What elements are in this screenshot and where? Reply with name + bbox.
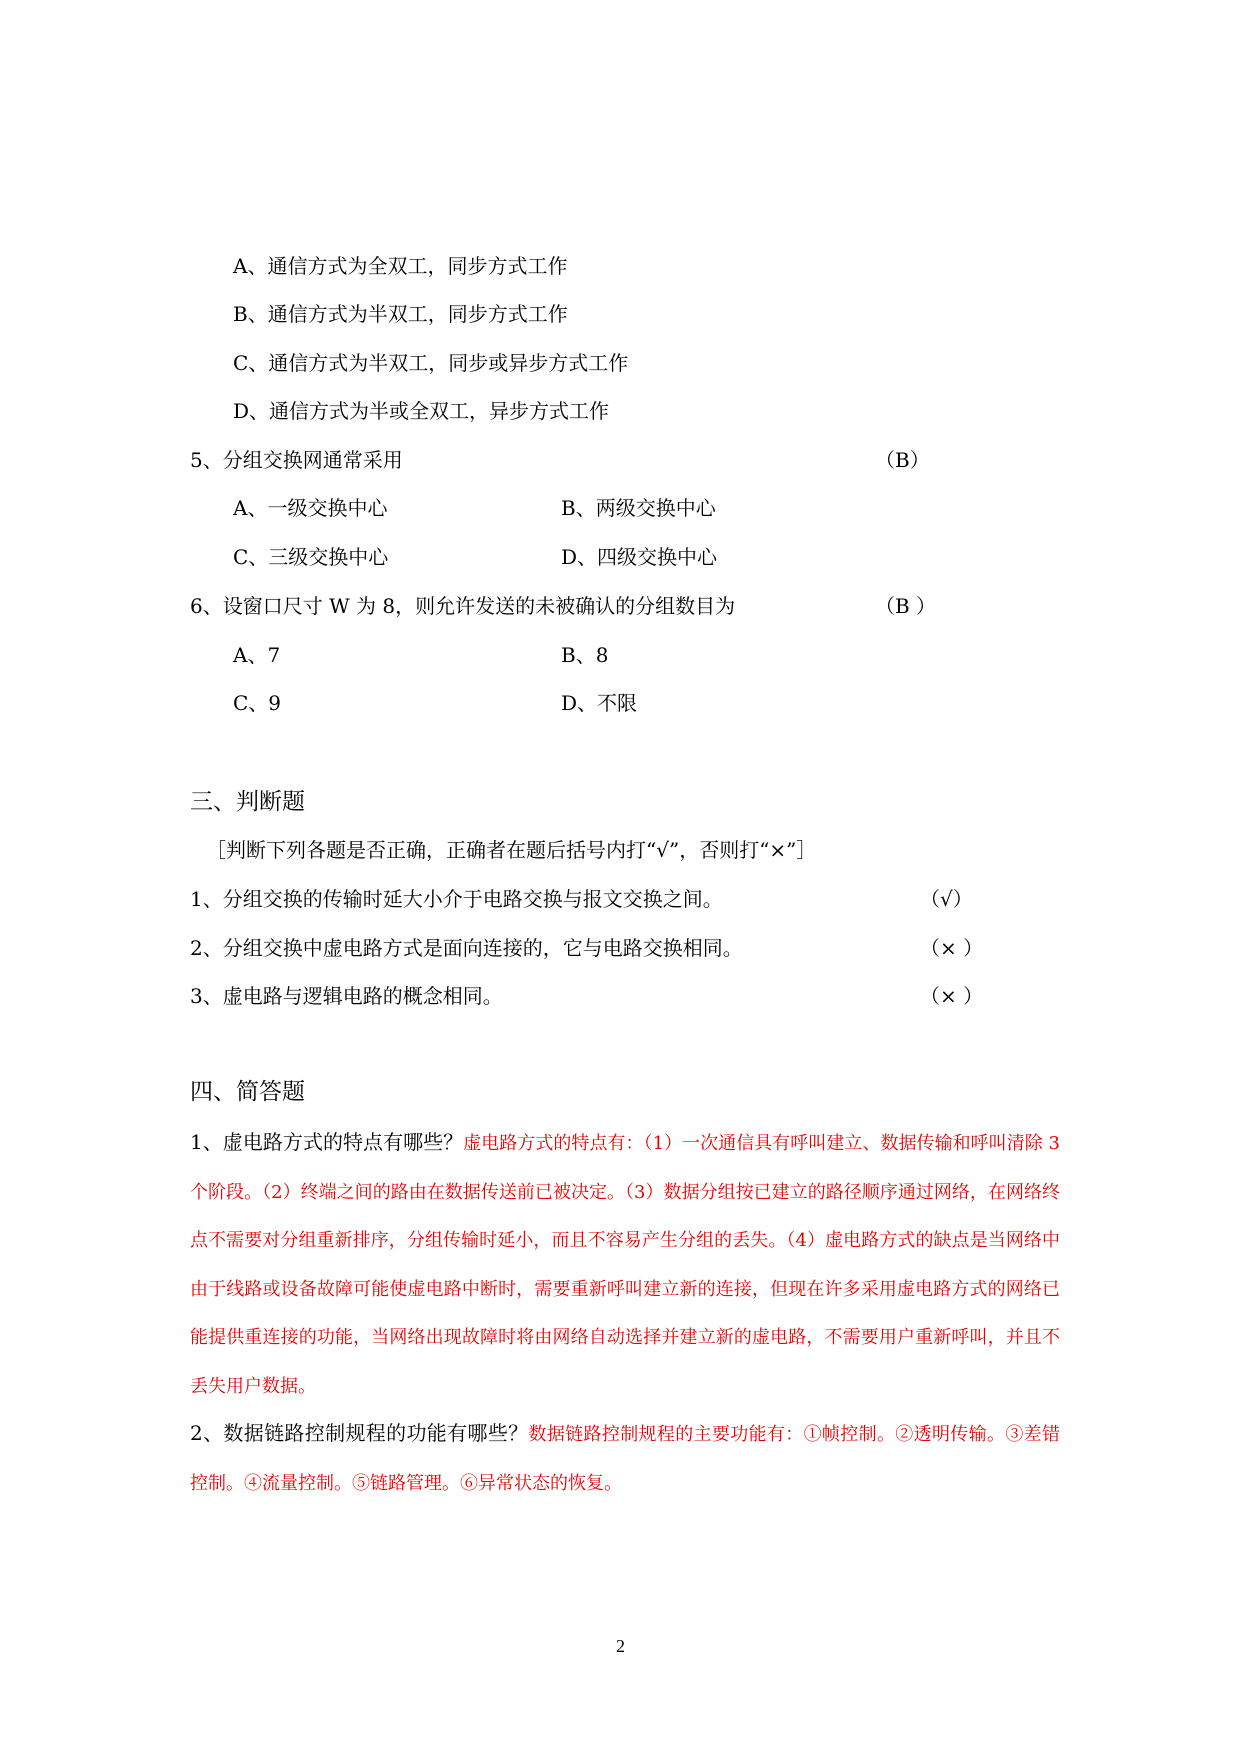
judge-item-2: 2、分组交换中虚电路方式是面向连接的，它与电路交换相同。 xyxy=(190,936,743,960)
page-number: 2 xyxy=(616,1636,625,1656)
q6-option-b: B、8 xyxy=(561,643,609,667)
q5-stem: 5、分组交换网通常采用 xyxy=(190,448,403,472)
q6-option-d: D、不限 xyxy=(561,691,638,715)
q5-answer: （B） xyxy=(875,448,930,472)
judge-item-3: 3、虚电路与逻辑电路的概念相同。 xyxy=(190,984,503,1008)
q4-option-d: D、通信方式为半或全双工，异步方式工作 xyxy=(233,399,610,423)
judge-answer-3: （× ） xyxy=(920,984,984,1008)
q5-option-a: A、一级交换中心 xyxy=(233,496,388,520)
short-answer-1 xyxy=(190,1118,1060,1411)
q6-option-a: A、7 xyxy=(233,643,281,667)
q6-option-c: C、9 xyxy=(233,691,282,715)
section3-instruction: ［判断下列各题是否正确，正确者在题后括号内打“√”，否则打“×”］ xyxy=(206,838,817,862)
section4-title: 四、简答题 xyxy=(190,1079,305,1105)
q4-option-c: C、通信方式为半双工，同步或异步方式工作 xyxy=(233,351,629,375)
q6-answer: （B ） xyxy=(875,594,937,618)
short-question-1: 1、虚电路方式的特点有哪些？ xyxy=(190,1130,464,1154)
judge-answer-2: （× ） xyxy=(920,936,984,960)
judge-item-1: 1、分组交换的传输时延大小介于电路交换与报文交换之间。 xyxy=(190,887,723,911)
judge-answer-1: （√） xyxy=(920,887,973,911)
q6-stem: 6、设窗口尺寸 W 为 8，则允许发送的未被确认的分组数目为 xyxy=(190,594,736,618)
short-question-2: 2、数据链路控制规程的功能有哪些？ xyxy=(190,1421,529,1445)
q4-option-a: A、通信方式为全双工，同步方式工作 xyxy=(233,254,568,278)
q5-option-c: C、三级交换中心 xyxy=(233,545,389,569)
q5-option-b: B、两级交换中心 xyxy=(561,496,716,520)
short-answer-2 xyxy=(190,1409,1060,1508)
short-answer-2-text: 数据链路控制规程的主要功能有：①帧控制。②透明传输。③差错控制。④流量控制。⑤链路管理。⑥异常状态的恢复。 xyxy=(190,1424,1060,1494)
short-answer-1-text: 虚电路方式的特点有：（1）一次通信具有呼叫建立、数据传输和呼叫清除 3 个阶段。（2）终端之间的路由在数据传送前已被决定。（3）数据分组按已建立的路径顺序通过网络，在网络终点不需要对分组重新排序，分组传输时延小，而且不容易产生分组的丢失。（4）虚电路方式的缺点是当网络中由于线路或设备故障可能使虚电路中断时，需要重新呼叫建立新的连接，但现在许多采用虚电路方式的网络已能提供重连接的功能，当网络出现故障时将由网络自动选择并建立新的虚电路，不需要用户重新呼叫，并且不丢失用户数据。 xyxy=(190,1133,1060,1397)
section3-title: 三、判断题 xyxy=(190,789,305,815)
q5-option-d: D、四级交换中心 xyxy=(561,545,718,569)
q4-option-b: B、通信方式为半双工，同步方式工作 xyxy=(233,302,568,326)
